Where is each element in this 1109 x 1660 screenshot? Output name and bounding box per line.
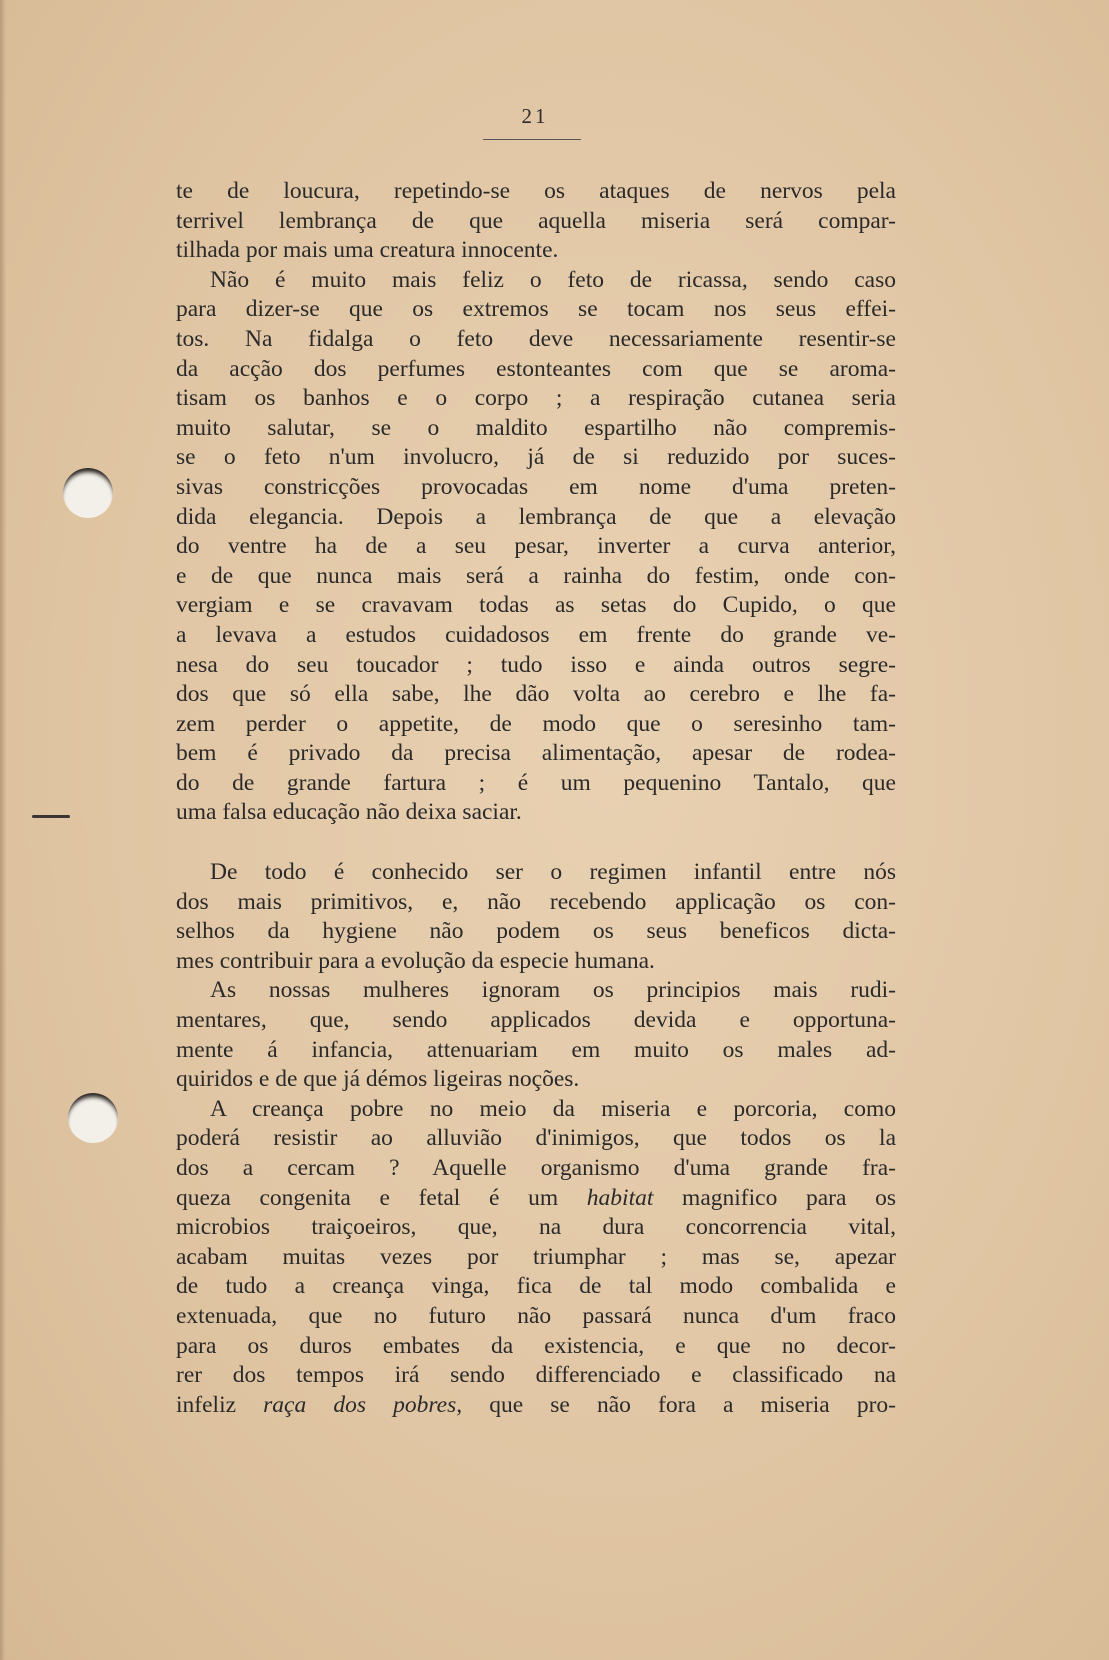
text-line: dos que só ella sabe, lhe dão volta ao cerebro e lhe fa-	[176, 681, 896, 708]
text-line: a levava a estudos cuidadosos em frente do grande ve-	[176, 621, 896, 648]
text-line: tilhada por mais uma creatura innocente.	[176, 237, 559, 264]
text-line: do de grande fartura ; é um pequenino Tantalo, que	[176, 769, 896, 796]
page-number-rule	[483, 139, 581, 141]
text-line: rer dos tempos irá sendo differenciado e classificado na	[176, 1362, 896, 1389]
paragraph	[176, 858, 896, 976]
text-line: mes contribuir para a evolução da especie humana.	[176, 947, 655, 974]
text-line: terrivel lembrança de que aquella miseria será compar-	[176, 207, 896, 234]
text-line: dos mais primitivos, e, não recebendo applicação os con-	[176, 888, 896, 915]
text-line: nesa do seu toucador ; tudo isso e ainda outros segre-	[176, 651, 896, 678]
text-line: para dizer-se que os extremos se tocam nos seus effei-	[176, 296, 896, 323]
italic-term: habitat	[586, 1184, 654, 1211]
text-line: extenuada, que no futuro não passará nunca d'um fraco	[176, 1302, 896, 1329]
text-line: dida elegancia. Depois a lembrança de que a elevação	[176, 503, 896, 530]
text-line: bem é privado da precisa alimentação, apesar de rodea-	[176, 740, 896, 767]
text-line: te de loucura, repetindo-se os ataques de nervos pela	[176, 178, 896, 204]
text-line: se o feto n'um involucro, já de si reduzido por suces-	[176, 444, 896, 471]
paragraph	[176, 177, 896, 266]
text-line: De todo é conhecido ser o regimen infantil entre nós	[210, 859, 896, 886]
text-line: sivas constricções provocadas em nome d'uma preten-	[176, 473, 896, 500]
text-line: tisam os banhos e o corpo ; a respiração cutanea seria	[176, 385, 896, 412]
text-line: vergiam e se cravavam todas as setas do Cupido, o que	[176, 592, 896, 619]
margin-ink-mark	[32, 815, 70, 818]
text-line: uma falsa educação não deixa saciar.	[176, 799, 522, 826]
text-line: para os duros embates da existencia, e que no decor-	[176, 1332, 896, 1359]
text-line: As nossas mulheres ignoram os principios mais rudi-	[210, 977, 896, 1004]
text-line: Não é muito mais feliz o feto de ricassa, sendo caso	[210, 266, 896, 293]
text-line: quiridos e de que já démos ligeiras noções.	[176, 1066, 580, 1093]
text-line: queza congenita e fetal é um habitat magnifico para os	[176, 1184, 897, 1211]
paragraph	[176, 1095, 896, 1421]
page-number: 21	[521, 104, 549, 128]
text-line: dos a cercam ? Aquelle organismo d'uma grande fra-	[176, 1155, 896, 1181]
punch-hole-top	[63, 468, 113, 518]
text-line: infeliz raça dos pobres, que se não fora a miseria pro-	[176, 1391, 896, 1418]
text-line: A creança pobre no meio da miseria e porcoria, como	[210, 1095, 896, 1122]
text-line: tos. Na fidalga o feto deve necessariamente resentir-se	[176, 325, 896, 352]
text-line: muito salutar, se o maldito espartilho não compremis-	[176, 414, 896, 441]
italic-term: raça dos pobres	[263, 1391, 457, 1418]
paragraph	[176, 266, 896, 828]
text-line: zem perder o appetite, de modo que o seresinho tam-	[176, 710, 896, 737]
page-edge-shadow	[0, 0, 6, 1660]
text-line: microbios traiçoeiros, que, na dura concorrencia vital,	[176, 1214, 896, 1241]
text-line: mente á infancia, attenuariam em muito os males ad-	[176, 1036, 896, 1063]
text-line: e de que nunca mais será a rainha do festim, onde con-	[176, 562, 896, 589]
punch-hole-bottom	[68, 1093, 118, 1143]
text-line: selhos da hygiene não podem os seus beneficos dicta-	[176, 918, 896, 945]
paragraph-gap	[176, 828, 896, 858]
text-line: poderá resistir ao alluvião d'inimigos, que todos os la	[176, 1125, 896, 1152]
body-text	[176, 177, 896, 1420]
text-line: mentares, que, sendo applicados devida e opportuna-	[176, 1007, 896, 1034]
text-line: acabam muitas vezes por triumphar ; mas se, apezar	[176, 1243, 896, 1270]
text-line: do ventre ha de a seu pesar, inverter a curva anterior,	[176, 533, 896, 560]
text-line: da acção dos perfumes estonteantes com que se aroma-	[176, 355, 896, 382]
text-line: de tudo a creança vinga, fica de tal modo combalida e	[176, 1273, 896, 1300]
paragraph	[176, 976, 896, 1094]
